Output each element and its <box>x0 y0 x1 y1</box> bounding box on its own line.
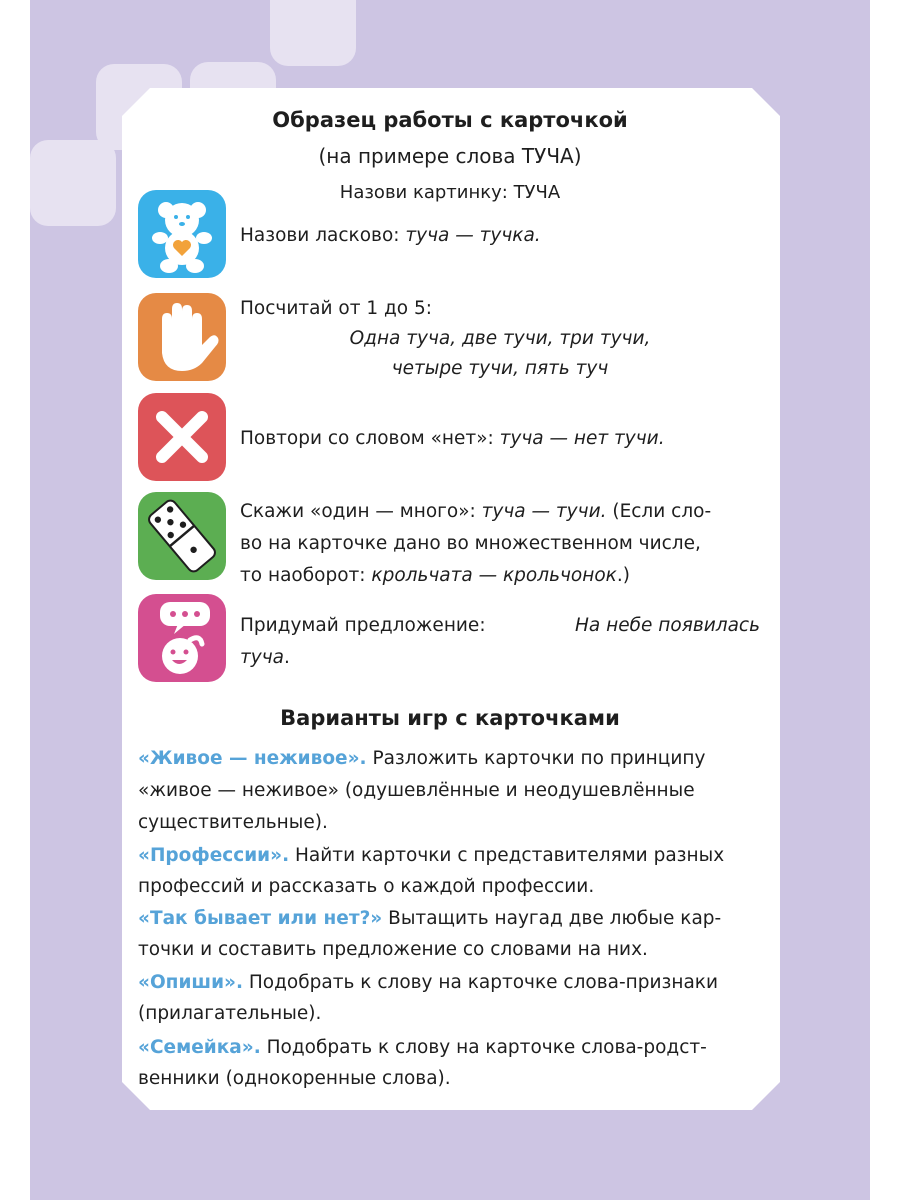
game-text-line: профессий и рассказать о каждой профессии. <box>138 876 595 897</box>
task-negation <box>240 428 665 449</box>
task-label: Скажи «один — много»: <box>240 501 482 522</box>
game-name: «Семейка». <box>138 1037 261 1058</box>
game-name: «Живое — неживое». <box>138 748 367 769</box>
game-text: Подобрать к слову на карточке слова-признаки <box>243 972 718 993</box>
game-name: «Опиши». <box>138 972 244 993</box>
task-note: то наоборот: <box>240 565 372 586</box>
task-count-example-1: Одна туча, две тучи, три тучи, <box>349 328 651 349</box>
domino-icon <box>138 492 226 580</box>
game-name: «Так бывает или нет?» <box>138 908 383 929</box>
name-picture-instruction: Назови картинку: ТУЧА <box>339 182 561 203</box>
game-item <box>138 908 721 929</box>
game-item <box>138 748 705 769</box>
game-text: Подобрать к слову на карточке слова-родст- <box>260 1037 707 1058</box>
game-item <box>138 1037 707 1058</box>
decor-square <box>270 0 356 66</box>
hand-icon <box>138 293 226 381</box>
game-text-line: точки и составить предложение со словами на них. <box>138 939 648 960</box>
task-label: Повтори со словом «нет»: <box>240 428 500 449</box>
page-title: Образец работы с карточкой <box>272 108 628 132</box>
game-text: Вытащить наугад две любые кар- <box>382 908 722 929</box>
game-text-line: венники (однокоренные слова). <box>138 1068 451 1089</box>
cross-icon <box>138 393 226 481</box>
task-affectionate <box>240 225 541 246</box>
task-example: крольчата — крольчонок <box>371 565 617 586</box>
games-title: Варианты игр с карточками <box>280 706 620 730</box>
game-text-line: (прилагательные). <box>138 1003 322 1024</box>
task-example: туча — нет тучи. <box>499 428 665 449</box>
task-end: . <box>284 647 290 668</box>
task-count-example-2: четыре тучи, пять туч <box>391 358 609 379</box>
task-example: На небе появилась <box>575 615 760 636</box>
game-name: «Профессии». <box>138 845 290 866</box>
task-label: Придумай предложение: <box>240 615 486 636</box>
task-example: туча — тучи. <box>481 501 607 522</box>
task-label: Назови ласково: <box>240 225 406 246</box>
game-text-line: существительные). <box>138 812 328 833</box>
game-text: Разложить карточки по принципу <box>366 748 706 769</box>
game-text: Найти карточки с представителями разных <box>289 845 725 866</box>
task-one-many-reverse <box>240 565 630 586</box>
task-one-many-note: во на карточке дано во множественном числе, <box>240 533 701 554</box>
task-one-many <box>240 501 711 522</box>
teddy-bear-icon <box>138 190 226 278</box>
game-item <box>138 845 724 866</box>
speech-bubble-face-icon <box>138 594 226 682</box>
game-text-line: «живое — неживое» (одушевлённые и неодушевлённые <box>138 780 695 801</box>
task-sentence <box>240 615 760 636</box>
task-example: туча <box>240 647 284 668</box>
page-subtitle: (на примере слова ТУЧА) <box>318 144 582 168</box>
task-example: туча — тучка. <box>405 225 541 246</box>
task-note: .) <box>616 565 630 586</box>
game-item <box>138 972 718 993</box>
task-note: (Если сло- <box>606 501 712 522</box>
task-sentence-cont <box>240 647 290 668</box>
task-count-label: Посчитай от 1 до 5: <box>240 298 432 319</box>
